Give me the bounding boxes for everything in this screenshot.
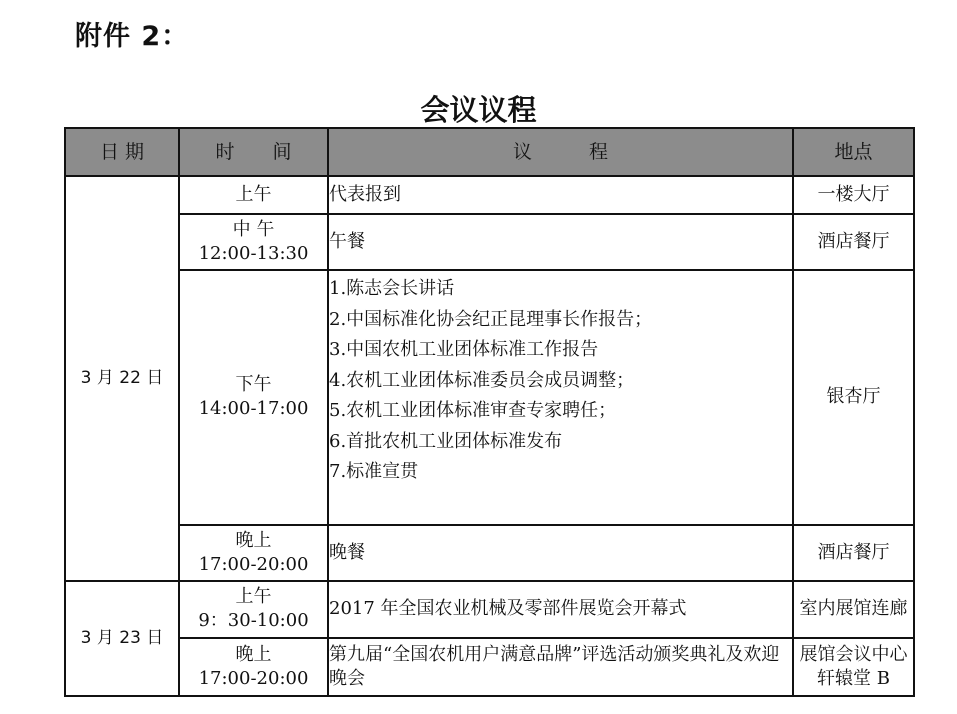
agenda-cell: 代表报到 bbox=[328, 176, 793, 214]
list-item: 5.农机工业团体标准审查专家聘任； bbox=[329, 400, 617, 421]
agenda-item-list bbox=[329, 271, 792, 524]
time-cell bbox=[179, 214, 328, 270]
agenda-cell: 2017 年全国农业机械及零部件展览会开幕式 bbox=[328, 581, 793, 638]
header-location: 地点 bbox=[793, 128, 914, 176]
date-cell: 3 月 22 日 bbox=[65, 176, 179, 581]
time-period: 下午 bbox=[235, 374, 272, 396]
header-date: 日 期 bbox=[65, 128, 179, 176]
time-range: 12:00-13:30 bbox=[198, 243, 309, 264]
location-cell: 银杏厅 bbox=[793, 270, 914, 525]
location-cell: 室内展馆连廊 bbox=[793, 581, 914, 638]
list-item: 2.中国标准化协会纪正昆理事长作报告； bbox=[329, 308, 653, 330]
agenda-table bbox=[64, 127, 915, 697]
date-cell: 3 月 23 日 bbox=[65, 581, 179, 696]
attachment-label: 附件 2： bbox=[75, 21, 190, 52]
page-title: 会议议程 bbox=[420, 93, 537, 127]
time-range: 17:00-20:00 bbox=[198, 667, 309, 689]
location-cell: 展馆会议中心轩辕堂 B bbox=[793, 638, 914, 696]
agenda-cell: 午餐 bbox=[328, 214, 793, 270]
time-period: 上午 bbox=[235, 586, 272, 607]
agenda-cell: 第九届“全国农机用户满意品牌”评选活动颁奖典礼及欢迎晚会 bbox=[328, 638, 793, 696]
time-period: 上午 bbox=[235, 184, 272, 205]
time-range: 14:00-17:00 bbox=[198, 398, 309, 420]
time-period: 晚上 bbox=[235, 643, 272, 665]
table-row bbox=[65, 214, 914, 270]
list-item: 4.农机工业团体标准委员会成员调整； bbox=[329, 369, 635, 391]
agenda-cell: 晚餐 bbox=[328, 525, 793, 581]
list-item: 7.标准宣贯 bbox=[329, 461, 419, 482]
location-cell: 酒店餐厅 bbox=[793, 214, 914, 270]
table-row bbox=[65, 270, 914, 525]
time-cell bbox=[179, 176, 328, 214]
time-period: 中 午 bbox=[232, 219, 275, 240]
time-range: 9：30-10:00 bbox=[198, 610, 309, 631]
time-cell bbox=[179, 270, 328, 525]
table-header-row bbox=[65, 128, 914, 176]
header-time: 时 间 bbox=[179, 128, 328, 176]
table-row bbox=[65, 525, 914, 581]
time-cell bbox=[179, 525, 328, 581]
table-row bbox=[65, 176, 914, 214]
location-cell: 酒店餐厅 bbox=[793, 525, 914, 581]
time-cell bbox=[179, 581, 328, 638]
table-row bbox=[65, 638, 914, 696]
list-item: 1.陈志会长讲话 bbox=[329, 278, 455, 299]
table-row bbox=[65, 581, 914, 638]
location-cell: 一楼大厅 bbox=[793, 176, 914, 214]
time-period: 晚上 bbox=[235, 529, 272, 551]
list-item: 6.首批农机工业团体标准发布 bbox=[329, 430, 563, 452]
header-agenda: 议 程 bbox=[328, 128, 793, 176]
agenda-cell bbox=[328, 270, 793, 525]
time-cell bbox=[179, 638, 328, 696]
list-item: 3.中国农机工业团体标准工作报告 bbox=[329, 339, 599, 360]
time-range: 17:00-20:00 bbox=[198, 553, 309, 575]
